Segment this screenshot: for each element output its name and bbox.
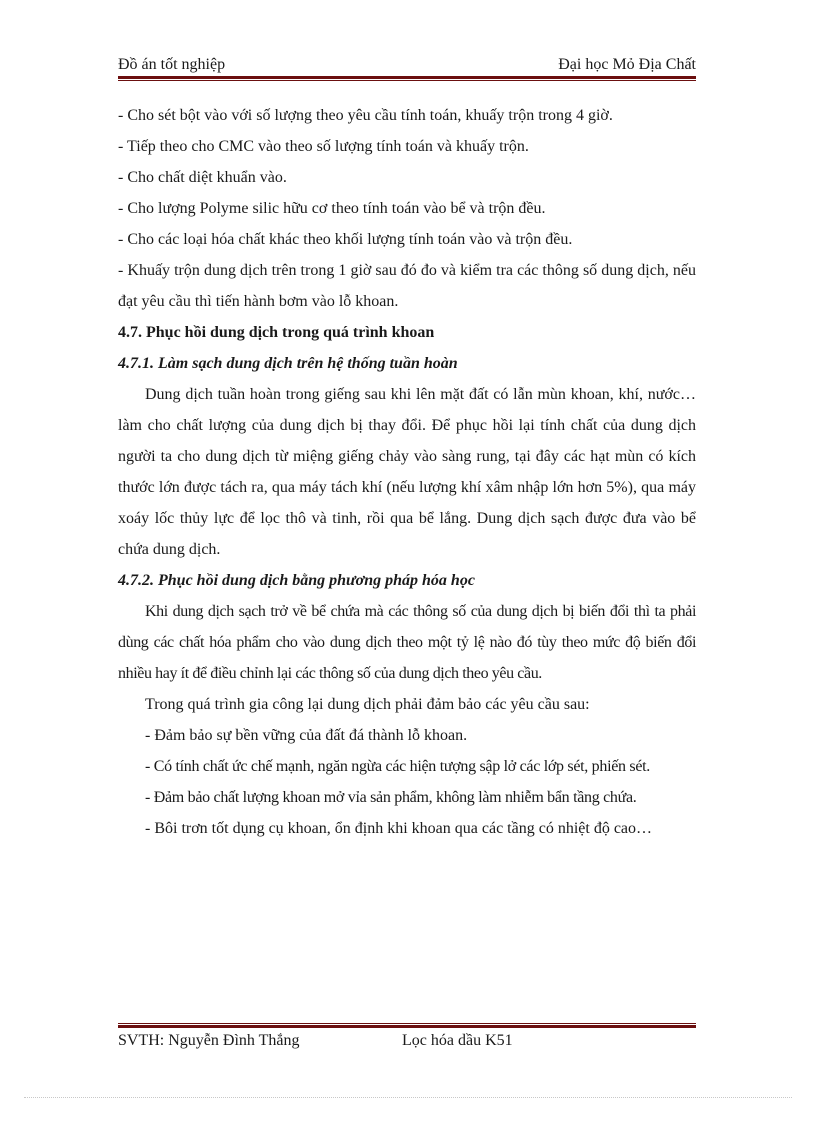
subsection-heading-4-7-1: 4.7.1. Làm sạch dung dịch trên hệ thống tuần hoàn — [118, 355, 458, 372]
list-item: - Đảm bảo chất lượng khoan mở vỉa sản phẩm, không làm nhiễm bẩn tầng chứa. — [145, 789, 637, 806]
list-item: - Có tính chất ức chế mạnh, ngăn ngừa các hiện tượng sập lở các lớp sét, phiến sét. — [145, 758, 651, 775]
page-header — [118, 52, 696, 74]
list-item: - Cho chất diệt khuẩn vào. — [118, 169, 287, 186]
header-university: Đại học Mỏ Địa Chất — [558, 56, 696, 73]
list-item: - Cho các loại hóa chất khác theo khối lượng tính toán vào và trộn đều. — [118, 231, 573, 248]
paragraph-chemical-recovery: Khi dung dịch sạch trở về bể chứa mà các thông số của dung dịch bị biến đổi thì ta phải dùng các chất hóa phẩm cho vào dung dịch theo một tỷ lệ nào đó tùy theo mức độ biến đổi nhiều hay ít để điều chỉnh lại các thông số của dung dịch theo yêu cầu. — [118, 603, 696, 682]
footer-student-name: SVTH: Nguyễn Đình Thắng — [118, 1032, 300, 1049]
list-item: - Cho lượng Polyme silic hữu cơ theo tính toán vào bể và trộn đều. — [118, 200, 546, 217]
header-rule — [118, 76, 696, 81]
subsection-heading-4-7-2: 4.7.2. Phục hồi dung dịch bằng phương pháp hóa học — [118, 572, 475, 589]
page-boundary-line — [24, 1097, 792, 1098]
paragraph-requirements-intro: Trong quá trình gia công lại dung dịch phải đảm bảo các yêu cầu sau: — [145, 696, 590, 713]
header-thesis-label: Đồ án tốt nghiệp — [118, 56, 226, 73]
list-item: - Bôi trơn tốt dụng cụ khoan, ổn định khi khoan qua các tầng có nhiệt độ cao… — [145, 820, 653, 837]
page-footer — [118, 1032, 696, 1054]
body-text — [118, 100, 696, 844]
footer-class-name: Lọc hóa dầu K51 — [402, 1032, 513, 1049]
list-item: - Đảm bảo sự bền vững của đất đá thành lỗ khoan. — [145, 727, 468, 744]
list-item: - Khuấy trộn dung dịch trên trong 1 giờ sau đó đo và kiểm tra các thông số dung dịch, nếu đạt yêu cầu thì tiến hành bơm vào lỗ khoan. — [118, 262, 696, 310]
footer-rule — [118, 1023, 696, 1028]
list-item: - Tiếp theo cho CMC vào theo số lượng tính toán và khuấy trộn. — [118, 138, 529, 155]
section-heading-4-7: 4.7. Phục hồi dung dịch trong quá trình khoan — [118, 324, 435, 341]
list-item: - Cho sét bột vào với số lượng theo yêu cầu tính toán, khuấy trộn trong 4 giờ. — [118, 107, 613, 124]
paragraph-cleaning: Dung dịch tuần hoàn trong giếng sau khi lên mặt đất có lẫn mùn khoan, khí, nước… làm cho chất lượng của dung dịch bị thay đổi. Để phục hồi lại tính chất của dung dịch người ta cho dung dịch từ miệng giếng chảy vào sàng rung, tại đây các hạt mùn có kích thước lớn được tách ra, qua máy tách khí (nếu lượng khí xâm nhập lớn hơn 5%), qua máy xoáy lốc thủy lực để lọc thô và tinh, rồi qua bể lắng. Dung dịch sạch được đưa vào bể chứa dung dịch. — [118, 386, 696, 558]
